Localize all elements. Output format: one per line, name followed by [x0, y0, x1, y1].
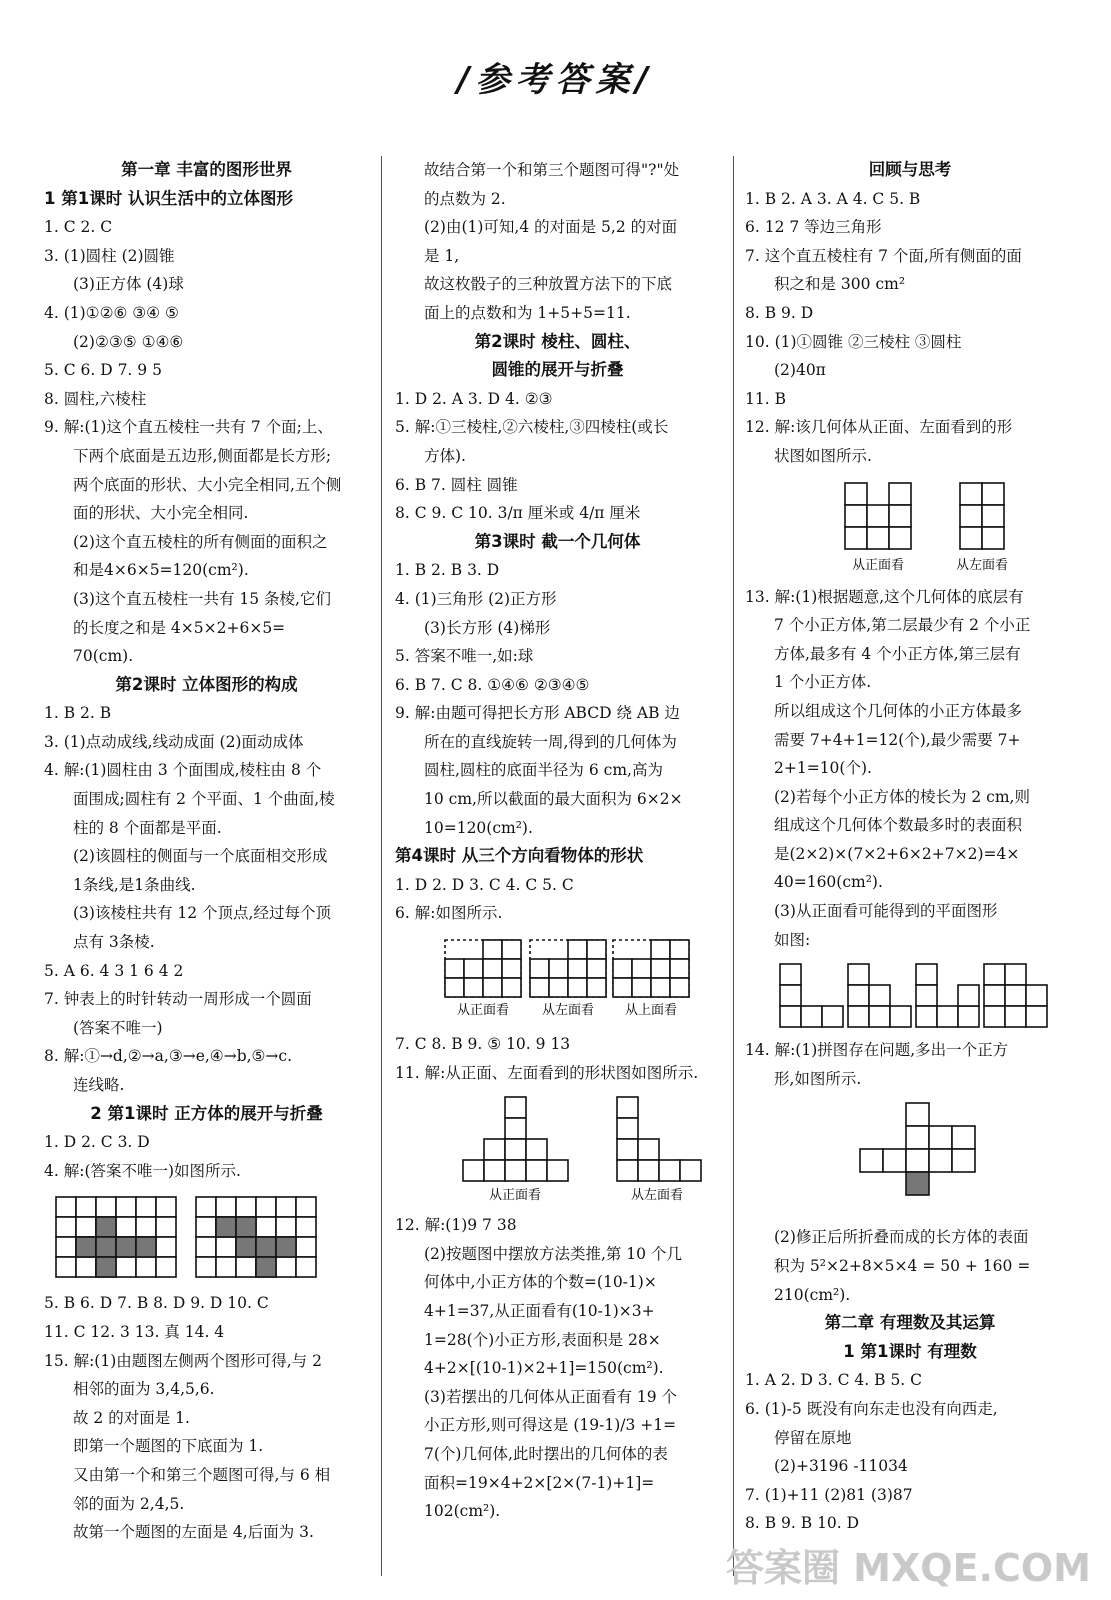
answer-line: 1. B 2. A 3. A 4. C 5. B [745, 189, 921, 208]
page-title: /参考答案/ [457, 60, 654, 100]
grid-cell [617, 1139, 638, 1160]
answer-line: 11. 解:从正面、左面看到的形状图如图所示. [395, 1063, 699, 1082]
section-heading: 圆锥的展开与折叠 [491, 360, 624, 380]
answer-line: (2)+3196 -11034 [774, 1457, 908, 1476]
answer-line: 4. (1)①②⑥ ③④ ⑤ [44, 303, 179, 322]
grid-cell [982, 483, 1004, 505]
grid-cell [505, 1160, 526, 1181]
grid-cell [883, 1149, 906, 1172]
answer-line: (2)40π [774, 361, 826, 380]
grid-cell [276, 1217, 296, 1237]
grid-cell [236, 1197, 256, 1217]
section-heading: 回顾与思考 [868, 160, 952, 179]
grid-cell [632, 978, 651, 997]
answer-line: 的长度之和是 4×5×2+6×5= [73, 618, 286, 637]
answer-line: (3)从正面看可能得到的平面图形 [774, 902, 998, 921]
answer-line: 柱的 8 个面都是平面. [73, 818, 222, 837]
grid-cell [845, 483, 867, 505]
answer-line: 需要 7+4+1=12(个),最少需要 7+ [774, 730, 1021, 749]
grid-cell [1005, 964, 1026, 985]
grid-cell [906, 1126, 929, 1149]
grid-cell [464, 978, 483, 997]
grid-cell [632, 959, 651, 978]
grid-cell [56, 1197, 76, 1217]
answer-line: 102(cm²). [424, 1502, 501, 1521]
grid-cell [860, 1149, 883, 1172]
answer-line: 故这枚骰子的三种放置方法下的下底 [424, 275, 673, 294]
answer-line: 10. (1)①圆锥 ②三棱柱 ③圆柱 [745, 332, 962, 351]
figure-caption: 从正面看 [488, 1188, 542, 1204]
shaded-cell [76, 1237, 96, 1257]
grid-cell [984, 1006, 1005, 1027]
answer-line: 何体中,小正方体的个数=(10-1)× [424, 1273, 657, 1292]
grid-cell [216, 1257, 236, 1277]
grid-cell [958, 1006, 979, 1027]
grid-cell [547, 1160, 568, 1181]
grid-cell [296, 1217, 316, 1237]
grid-cell [984, 985, 1005, 1006]
grid-cell [982, 527, 1004, 549]
grid-cell [296, 1197, 316, 1217]
answer-line: (2)该圆柱的侧面与一个底面相交形成 [73, 847, 328, 866]
grid-cell [848, 985, 869, 1006]
answer-line: 是 1, [424, 246, 460, 265]
answer-line: 故 2 的对面是 1. [73, 1408, 190, 1427]
grid-cell [463, 1160, 484, 1181]
answer-line: 1. B 2. B [44, 704, 112, 723]
answer-line: (2)②③⑤ ①④⑥ [73, 332, 184, 351]
answer-line: 5. A 6. 4 3 1 6 4 2 [44, 961, 184, 980]
grid-cell [982, 505, 1004, 527]
grid-cell [929, 1149, 952, 1172]
answer-line: 面积=19×4+2×[2×(7-1)+1]= [424, 1473, 655, 1492]
answer-line: 4. 解:(1)圆柱由 3 个面围成,棱柱由 8 个 [44, 761, 322, 780]
grid-cell [617, 1118, 638, 1139]
grid-cell [889, 505, 911, 527]
grid-cell [869, 1006, 890, 1027]
grid-cell [638, 1139, 659, 1160]
answer-line: (3)若摆出的几何体从正面看有 19 个 [424, 1387, 678, 1406]
grid-cell [296, 1237, 316, 1257]
answer-column-3 [745, 156, 1075, 1538]
answer-line: 5. C 6. D 7. 9 5 [44, 361, 162, 380]
figure-four [745, 960, 1075, 1030]
grid-cell [889, 483, 911, 505]
shaded-cell [256, 1237, 276, 1257]
figure-caption: 从左面看 [541, 1003, 595, 1019]
grid-cell [116, 1257, 136, 1277]
answer-line: 7. 这个直五棱柱有 7 个面,所有侧面的面 [745, 246, 1022, 265]
answer-line: 15. 解:(1)由题图左侧两个图形可得,与 2 [44, 1351, 322, 1370]
grid-cell [568, 959, 587, 978]
grid-cell [56, 1237, 76, 1257]
grid-cell [889, 527, 911, 549]
answer-line: 1=28(个)小正方形,表面积是 28× [424, 1330, 661, 1349]
grid-cell [484, 1139, 505, 1160]
answer-line: 4+1=37,从正面看有(10-1)×3+ [424, 1302, 655, 1320]
grid-cell [156, 1257, 176, 1277]
grid-cell [670, 940, 689, 959]
grid-cell [659, 1160, 680, 1181]
answer-line: 积为 5²×2+8×5×4 = 50 + 160 = [774, 1257, 1031, 1276]
grid-cell [587, 978, 606, 997]
grid-cell [960, 527, 982, 549]
answer-line: 即第一个题图的下底面为 1. [73, 1437, 264, 1456]
answer-line: (2)修正后所折叠而成的长方体的表面 [774, 1228, 1029, 1247]
figure-caption: 从正面看 [851, 557, 905, 573]
shaded-cell [216, 1217, 236, 1237]
answer-line: 10 cm,所以截面的最大面积为 6×2× [424, 790, 683, 809]
grid-cell [848, 1006, 869, 1027]
answer-line: 面上的点数和为 1+5+5=11. [424, 303, 631, 322]
answer-line: (2)若每个小正方体的棱长为 2 cm,则 [774, 787, 1030, 806]
grid-cell [464, 959, 483, 978]
grid-cell [801, 1006, 822, 1027]
answer-line: 1. C 2. C [44, 218, 113, 237]
grid-cell [156, 1237, 176, 1257]
grid-cell [256, 1197, 276, 1217]
answer-line: 12. 解:该几何体从正面、左面看到的形 [745, 418, 1013, 437]
answer-line: 所在的直线旋转一周,得到的几何体为 [424, 732, 677, 751]
answer-line: 1条线,是1条曲线. [73, 875, 196, 894]
shaded-cell [236, 1237, 256, 1257]
answer-line: (3)长方形 (4)梯形 [424, 618, 551, 637]
answer-line: 3. (1)点动成线,线动成面 (2)面动成体 [44, 732, 304, 751]
answer-line: 停留在原地 [774, 1428, 852, 1447]
answer-line: 面围成;圆柱有 2 个平面、1 个曲面,棱 [73, 790, 335, 809]
shaded-cell [96, 1217, 116, 1237]
figure-caption: 从正面看 [456, 1003, 510, 1019]
grid-cell [587, 959, 606, 978]
grid-cell [916, 964, 937, 985]
grid-cell [960, 483, 982, 505]
section-heading: 第二章 有理数及其运算 [824, 1313, 996, 1333]
section-heading: 第4课时 从三个方向看物体的形状 [395, 846, 644, 866]
answer-line: 方体). [424, 446, 466, 465]
answer-line: 下两个底面是五边形,侧面都是长方形; [73, 446, 332, 465]
grid-cell [136, 1217, 156, 1237]
grid-cell [613, 978, 632, 997]
grid-cell [76, 1217, 96, 1237]
grid-cell [216, 1237, 236, 1257]
answer-column-1 [44, 156, 369, 1547]
answer-line: 状图如图所示. [774, 446, 872, 465]
answer-line: (3)正方体 (4)球 [73, 275, 184, 294]
grid-cell [483, 940, 502, 959]
grid-cell [136, 1257, 156, 1277]
answer-line: 5. B 6. D 7. B 8. D 9. D 10. C [44, 1294, 269, 1313]
answer-line: 积之和是 300 cm² [774, 275, 906, 294]
grid-cell [96, 1197, 116, 1217]
grid-cell [848, 964, 869, 985]
grid-cell [587, 940, 606, 959]
section-heading: 第3课时 截一个几何体 [474, 531, 641, 551]
answer-line: 1. D 2. D 3. C 4. C 5. C [395, 875, 574, 894]
grid-cell [867, 505, 889, 527]
answer-line: 形,如图所示. [774, 1069, 862, 1088]
grid-cell [680, 1160, 701, 1181]
answer-line: 点有 3条棱. [73, 933, 155, 952]
figure-grids [44, 1191, 369, 1283]
grid-cell [196, 1237, 216, 1257]
section-heading: 2 第1课时 正方体的展开与折叠 [90, 1103, 323, 1123]
grid-cell [483, 978, 502, 997]
grid-cell [780, 985, 801, 1006]
grid-cell [530, 959, 549, 978]
grid-cell [76, 1257, 96, 1277]
grid-cell [483, 959, 502, 978]
grid-cell [960, 505, 982, 527]
answer-line: 4+2×[(10-1)×2+1]=150(cm²). [424, 1359, 664, 1378]
grid-cell [952, 1149, 975, 1172]
shaded-cell [96, 1237, 116, 1257]
grid-cell [116, 1197, 136, 1217]
grid-cell [984, 964, 1005, 985]
answer-line: 5. 解:①三棱柱,②六棱柱,③四棱柱(或长 [395, 418, 669, 437]
grid-cell [502, 940, 521, 959]
section-heading: 第2课时 立体图形的构成 [115, 674, 298, 694]
grid-cell [1026, 985, 1047, 1006]
figure-stair [395, 1093, 720, 1205]
section-heading: 第一章 丰富的图形世界 [121, 160, 292, 179]
section-heading: 1 第1课时 认识生活中的立体图形 [44, 188, 293, 208]
answer-line: 和是4×6×5=120(cm²). [73, 561, 249, 580]
grid-cell [502, 978, 521, 997]
answer-line: 11. B [745, 389, 786, 408]
grid-cell [952, 1126, 975, 1149]
answer-line: 圆柱,圆柱的底面半径为 6 cm,高为 [424, 761, 663, 780]
shaded-cell [906, 1172, 929, 1195]
grid-cell [236, 1257, 256, 1277]
answer-line: 相邻的面为 3,4,5,6. [73, 1380, 215, 1399]
grid-cell [617, 1097, 638, 1118]
answer-line: (答案不唯一) [73, 1018, 163, 1037]
answer-line: 10=120(cm²). [424, 818, 533, 837]
answer-line: 11. C 12. 3 13. 真 14. 4 [44, 1322, 225, 1341]
figure-views3 [395, 934, 720, 1024]
answer-line: 1. A 2. D 3. C 4. B 5. C [745, 1371, 923, 1390]
answer-line: 7(个)几何体,此时摆出的几何体的表 [424, 1444, 668, 1463]
answer-line: 1 个小正方体. [774, 673, 872, 692]
grid-cell [929, 1126, 952, 1149]
grid-cell [256, 1217, 276, 1237]
grid-cell [445, 959, 464, 978]
answer-line: 又由第一个和第三个题图可得,与 6 相 [73, 1465, 331, 1484]
answer-line: 1. D 2. C 3. D [44, 1133, 150, 1152]
figure-caption: 从左面看 [630, 1188, 684, 1204]
answer-line: 的点数为 2. [424, 189, 506, 208]
grid-cell [1026, 1006, 1047, 1027]
answer-line: 5. 答案不唯一,如:球 [395, 647, 534, 666]
answer-line: 故第一个题图的左面是 4,后面为 3. [73, 1523, 314, 1542]
answer-line: 所以组成这个几何体的小正方体最多 [774, 701, 1023, 720]
answer-line: 14. 解:(1)拼图存在问题,多出一个正方 [745, 1041, 1009, 1060]
answer-line: (3)这个直五棱柱一共有 15 条棱,它们 [73, 589, 331, 608]
grid-cell [670, 959, 689, 978]
figure-caption: 从左面看 [955, 557, 1009, 573]
answer-line: 6. 解:如图所示. [395, 904, 503, 923]
answer-line: 6. B 7. C 8. ①④⑥ ②③④⑤ [395, 675, 590, 694]
grid-cell [617, 1160, 638, 1181]
grid-cell [216, 1197, 236, 1217]
answer-line: 4. 解:(答案不唯一)如图所示. [44, 1161, 241, 1180]
grid-cell [136, 1197, 156, 1217]
figure-front2 [745, 477, 1075, 577]
answer-line: 9. 解:由题可得把长方形 ABCD 绕 AB 边 [395, 704, 680, 723]
grid-cell [196, 1217, 216, 1237]
grid-cell [526, 1139, 547, 1160]
grid-cell [867, 527, 889, 549]
grid-cell [937, 1006, 958, 1027]
grid-cell [484, 1160, 505, 1181]
answer-line: 2+1=10(个). [774, 759, 872, 778]
grid-cell [869, 985, 890, 1006]
grid-cell [906, 1103, 929, 1126]
answer-line: 13. 解:(1)根据题意,这个几何体的底层有 [745, 587, 1024, 606]
grid-cell [916, 1006, 937, 1027]
answer-line: (3)该棱柱共有 12 个顶点,经过每个顶 [73, 904, 331, 923]
grid-cell [670, 978, 689, 997]
answer-line: 1. D 2. A 3. D 4. ②③ [395, 389, 553, 408]
answer-line: 7 个小正方体,第二层最少有 2 个小正 [774, 616, 1031, 635]
shaded-cell [136, 1237, 156, 1257]
grid-cell [780, 1006, 801, 1027]
shaded-cell [236, 1217, 256, 1237]
grid-cell [613, 959, 632, 978]
answer-line: 是(2×2)×(7×2+6×2+7×2)=4× [774, 844, 1020, 863]
answer-line: 7. C 8. B 9. ⑤ 10. 9 13 [395, 1035, 571, 1054]
figure-caption: 从上面看 [624, 1003, 678, 1019]
grid-cell [505, 1097, 526, 1118]
grid-cell [651, 978, 670, 997]
answer-line: 12. 解:(1)9 7 38 [395, 1216, 517, 1235]
shaded-cell [116, 1237, 136, 1257]
answer-line: 8. 圆柱,六棱柱 [44, 389, 147, 408]
grid-cell [906, 1149, 929, 1172]
figure-cross [745, 1099, 1075, 1217]
shaded-cell [256, 1257, 276, 1277]
answer-line: 7. 钟表上的时针转动一周形成一个圆面 [44, 990, 312, 1009]
grid-cell [445, 978, 464, 997]
grid-cell [651, 940, 670, 959]
grid-cell [196, 1257, 216, 1277]
grid-cell [651, 959, 670, 978]
grid-cell [845, 527, 867, 549]
grid-cell [156, 1197, 176, 1217]
grid-cell [156, 1217, 176, 1237]
grid-cell [505, 1118, 526, 1139]
grid-cell [502, 959, 521, 978]
grid-cell [549, 959, 568, 978]
grid-cell [76, 1197, 96, 1217]
answer-line: 两个底面的形状、大小完全相同,五个侧 [73, 475, 342, 494]
section-heading: 1 第1课时 有理数 [843, 1341, 977, 1361]
grid-cell [822, 1006, 843, 1027]
answer-line: 组成这个几何体个数最多时的表面积 [774, 816, 1023, 835]
answer-line: 1. B 2. B 3. D [395, 561, 500, 580]
column-divider [381, 156, 382, 1576]
grid-cell [780, 964, 801, 985]
answer-line: (2)由(1)可知,4 的对面是 5,2 的对面 [424, 218, 678, 237]
answer-line: 故结合第一个和第三个题图可得"?"处 [424, 161, 680, 179]
answer-line: 面的形状、大小完全相同. [73, 504, 249, 523]
grid-cell [916, 985, 937, 1006]
grid-cell [1005, 1006, 1026, 1027]
answer-line: 连线略. [73, 1076, 125, 1094]
grid-cell [196, 1197, 216, 1217]
grid-cell [56, 1217, 76, 1237]
grid-cell [845, 505, 867, 527]
grid-cell [1005, 985, 1026, 1006]
grid-cell [890, 1006, 911, 1027]
grid-cell [296, 1257, 316, 1277]
grid-cell [505, 1139, 526, 1160]
grid-cell [276, 1197, 296, 1217]
answer-line: 8. B 9. D [745, 303, 814, 322]
watermark: 答案圈 MXQE.COM [725, 1546, 1091, 1590]
shaded-cell [96, 1257, 116, 1277]
answer-line: (2)按题图中摆放方法类推,第 10 个几 [424, 1244, 682, 1263]
grid-cell [530, 978, 549, 997]
grid-cell [56, 1257, 76, 1277]
answer-line: 如图: [774, 930, 811, 949]
grid-cell [568, 978, 587, 997]
answer-line: 方体,最多有 4 个小正方体,第三层有 [774, 644, 1021, 663]
answer-line: 9. 解:(1)这个直五棱柱一共有 7 个面;上、 [44, 418, 333, 437]
answer-line: 8. B 9. B 10. D [745, 1514, 860, 1533]
answer-line: 8. 解:①→d,②→a,③→e,④→b,⑤→c. [44, 1047, 293, 1066]
answer-line: 210(cm²). [774, 1285, 851, 1304]
answer-line: 8. C 9. C 10. 3/π 厘米或 4/π 厘米 [395, 504, 641, 523]
answer-line: 4. (1)三角形 (2)正方形 [395, 589, 557, 608]
answer-line: (2)这个直五棱柱的所有侧面的面积之 [73, 532, 328, 551]
grid-cell [568, 940, 587, 959]
answer-line: 6. (1)-5 既没有向东走也没有向西走, [745, 1400, 998, 1418]
answer-column-2 [395, 156, 720, 1526]
grid-cell [526, 1160, 547, 1181]
grid-cell [638, 1160, 659, 1181]
shaded-cell [276, 1237, 296, 1257]
answer-line: 3. (1)圆柱 (2)圆锥 [44, 246, 175, 265]
grid-cell [549, 978, 568, 997]
answer-line: 40=160(cm²). [774, 873, 883, 892]
answer-line: 7. (1)+11 (2)81 (3)87 [745, 1485, 913, 1504]
answer-line: 小正方形,则可得这是 (19-1)/3 +1= [424, 1416, 677, 1435]
section-heading: 第2课时 棱柱、圆柱、 [474, 331, 641, 351]
column-divider [733, 156, 734, 1576]
answer-line: 6. B 7. 圆柱 圆锥 [395, 475, 518, 494]
answer-line: 邻的面为 2,4,5. [73, 1494, 185, 1513]
grid-cell [958, 985, 979, 1006]
answer-line: 6. 12 7 等边三角形 [745, 218, 882, 237]
grid-cell [276, 1257, 296, 1277]
grid-cell [116, 1217, 136, 1237]
answer-line: 70(cm). [73, 647, 134, 666]
